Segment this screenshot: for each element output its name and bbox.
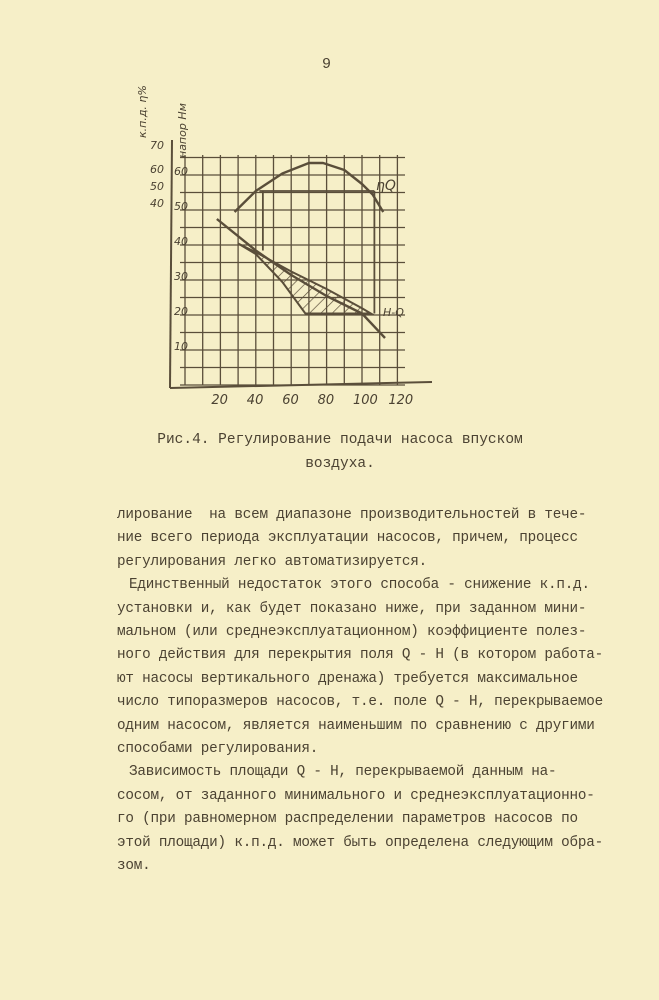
body-text xyxy=(117,504,604,879)
shaded-operating-region xyxy=(238,244,371,314)
y-tick-label-head: 30 xyxy=(174,270,188,283)
text-line: лирование на всем диапазоне производительностей в тече- xyxy=(117,507,587,523)
x-tick-label: 40 xyxy=(246,393,264,408)
y-axis-label-head: напор Нм xyxy=(176,103,189,158)
text-line: число типоразмеров насосов, т.е. поле Q - H, перекрываемое xyxy=(117,694,604,711)
y-tick-label-efficiency: 50 xyxy=(150,180,164,193)
y-axis xyxy=(170,140,172,388)
text-line: го (при равномерном распределении параметров насосов по xyxy=(117,811,578,828)
text-line: мальном (или среднеэксплуатационном) коэффициенте полез- xyxy=(117,624,587,641)
text-line: установки и, как будет показано ниже, при заданном мини- xyxy=(117,600,587,617)
caption-line: Рис.4. Регулирование подачи насоса впуском xyxy=(157,432,523,448)
text-line: одним насосом, является наименьшим по сравнению с другими xyxy=(117,717,595,734)
text-line: этой площади) к.п.д. может быть определена следующим обра- xyxy=(117,834,604,851)
y-tick-label-head: 50 xyxy=(174,200,188,213)
text-line: регулирования легко автоматизируется. xyxy=(117,553,428,570)
eta-q-label: ηQ xyxy=(376,178,396,194)
y-axis-label-efficiency: к.п.д. η% xyxy=(136,85,149,138)
text-line: Зависимость площади Q - H, перекрываемой данным на- xyxy=(129,764,557,781)
text-line: ного действия для перекрытия поля Q - H (в котором работа- xyxy=(117,647,604,664)
text-line: Единственный недостаток этого способа - снижение к.п.д. xyxy=(129,577,590,594)
page-number: 9 xyxy=(322,56,332,73)
y-tick-label-head: 40 xyxy=(174,235,188,248)
text-line: способами регулирования. xyxy=(117,741,319,758)
y-tick-label-efficiency: 70 xyxy=(150,139,164,152)
text-line: ние всего периода эксплуатации насосов, причем, процесс xyxy=(117,530,578,547)
y-tick-label-head: 10 xyxy=(174,340,188,353)
text-line: ют насосы вертикального дренажа) требуется максимальное xyxy=(117,670,578,687)
caption-line: воздуха. xyxy=(305,456,375,472)
figure-chart xyxy=(0,0,659,420)
y-tick-label-efficiency: 40 xyxy=(150,197,164,210)
y-tick-label-head: 20 xyxy=(174,305,188,318)
x-tick-label: 120 xyxy=(388,393,414,408)
h-q-label: H-Q xyxy=(383,306,404,319)
y-tick-label-head: 60 xyxy=(174,165,188,178)
text-line: сосом, от заданного минимального и среднеэксплуатационно- xyxy=(117,787,595,804)
figure-caption xyxy=(120,428,560,476)
x-tick-label: 20 xyxy=(211,393,228,408)
x-tick-label: 60 xyxy=(282,393,299,408)
text-line: зом. xyxy=(117,858,151,875)
x-tick-label: 100 xyxy=(353,393,378,408)
x-tick-label: 80 xyxy=(317,393,335,408)
y-tick-label-efficiency: 60 xyxy=(150,163,164,176)
